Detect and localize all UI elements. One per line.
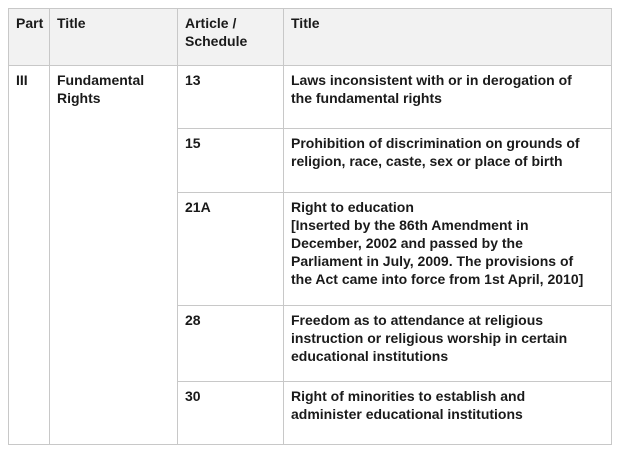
header-title: Title xyxy=(50,9,178,66)
article-number-cell: 13 xyxy=(178,66,284,129)
article-title-cell: Right to education [Inserted by the 86th Amendment in December, 2002 and passed by the Parliament in July, 2009. The provisions of the Act came into force from 1st April, 2010] xyxy=(284,193,612,306)
article-title-cell: Laws inconsistent with or in derogation of the fundamental rights xyxy=(284,66,612,129)
article-title-cell: Freedom as to attendance at religious instruction or religious worship in certain educational institutions xyxy=(284,306,612,382)
article-title-cell: Right of minorities to establish and administer educational institutions xyxy=(284,382,612,445)
part-title-cell: Fundamental Rights xyxy=(50,66,178,445)
header-part: Part xyxy=(9,9,50,66)
header-article-schedule: Article / Schedule xyxy=(178,9,284,66)
article-number-cell: 30 xyxy=(178,382,284,445)
header-article-title: Title xyxy=(284,9,612,66)
constitution-table xyxy=(8,8,612,445)
article-title-cell: Prohibition of discrimination on grounds of religion, race, caste, sex or place of birth xyxy=(284,129,612,193)
article-number-cell: 28 xyxy=(178,306,284,382)
article-number-cell: 21A xyxy=(178,193,284,306)
part-number-cell: III xyxy=(9,66,50,445)
table-header-row xyxy=(9,9,612,66)
table-row xyxy=(9,66,612,129)
article-number-cell: 15 xyxy=(178,129,284,193)
